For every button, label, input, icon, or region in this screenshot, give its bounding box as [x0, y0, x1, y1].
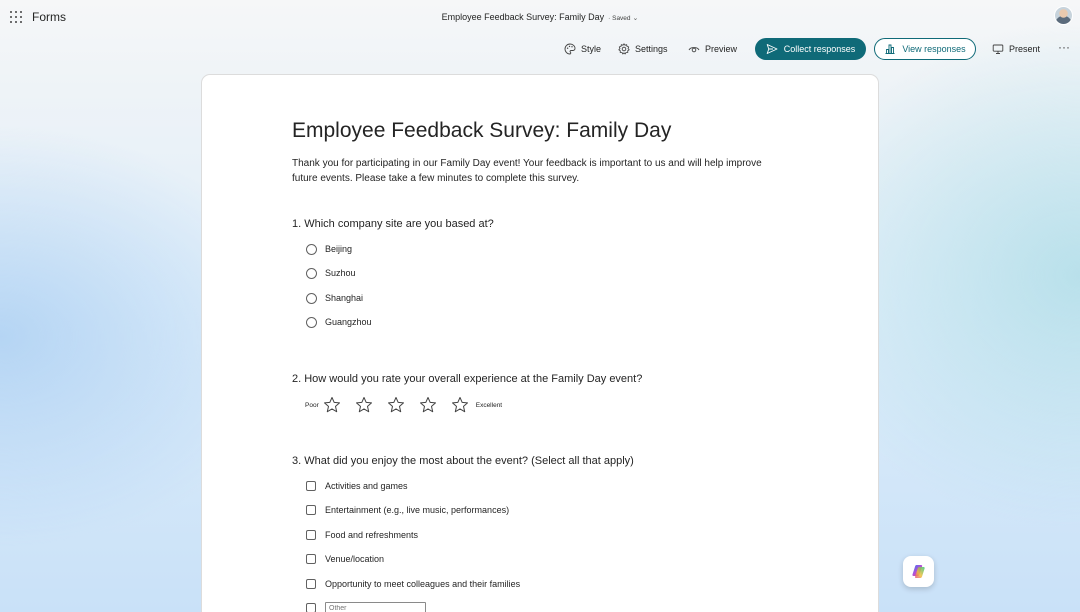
chevron-down-icon[interactable]: ⌄	[632, 15, 639, 22]
radio-option[interactable]	[306, 266, 356, 280]
checkbox-option[interactable]	[306, 479, 408, 493]
send-icon	[766, 43, 778, 55]
settings-label: Settings	[635, 44, 668, 54]
checkbox-option[interactable]	[306, 577, 520, 591]
preview-icon	[688, 43, 700, 55]
star-icon[interactable]	[323, 396, 341, 414]
collect-responses-button[interactable]	[755, 38, 866, 60]
present-button[interactable]	[992, 38, 1040, 60]
option-label: Food and refreshments	[325, 530, 419, 540]
option-label: Venue/location	[325, 554, 385, 564]
checkbox-option[interactable]	[306, 552, 384, 566]
checkbox-option[interactable]	[306, 503, 509, 517]
radio-option[interactable]	[306, 291, 363, 305]
option-label: Guangzhou	[325, 317, 372, 327]
star-icon[interactable]	[387, 396, 405, 414]
option-label: Suzhou	[325, 268, 356, 278]
preview-button[interactable]	[688, 38, 737, 60]
radio-button[interactable]	[306, 293, 317, 304]
radio-option[interactable]	[306, 242, 352, 256]
style-button[interactable]	[564, 38, 601, 60]
option-label: Entertainment (e.g., live music, performances)	[325, 505, 510, 515]
chart-icon	[884, 43, 896, 55]
form-description[interactable]: Thank you for participating in our Family Day event! Your feedback is important to us and will help improve future events. Please take a few minutes to complete this survey.	[292, 158, 762, 184]
star-icon[interactable]	[355, 396, 373, 414]
radio-button[interactable]	[306, 268, 317, 279]
app-name[interactable]: Forms	[32, 10, 66, 24]
other-input[interactable]	[325, 602, 426, 612]
document-title[interactable]	[0, 12, 1080, 22]
view-responses-button[interactable]	[874, 38, 976, 60]
star-icon[interactable]	[451, 396, 469, 414]
form-card	[201, 74, 879, 612]
radio-button[interactable]	[306, 317, 317, 328]
style-label: Style	[581, 44, 602, 54]
copilot-button[interactable]	[903, 556, 934, 587]
rating-low-label: Poor	[305, 401, 319, 409]
star-icon[interactable]	[419, 396, 437, 414]
checkbox[interactable]	[306, 554, 316, 564]
question-3-title[interactable]: 3. What did you enjoy the most about the event? (Select all that apply)	[292, 455, 634, 467]
checkbox[interactable]	[306, 579, 316, 589]
rating-high-label: Excellent	[475, 401, 503, 409]
checkbox[interactable]	[306, 530, 316, 540]
collect-responses-label: Collect responses	[783, 44, 856, 54]
present-label: Present	[1009, 44, 1041, 54]
question-2-title[interactable]: 2. How would you rate your overall experience at the Family Day event?	[292, 373, 643, 385]
checkbox-option[interactable]	[306, 528, 418, 542]
checkbox-option-other[interactable]	[306, 601, 426, 612]
save-status: · Saved	[608, 15, 631, 22]
view-responses-label: View responses	[902, 44, 966, 54]
option-label: Beijing	[325, 244, 353, 254]
form-title[interactable]: Employee Feedback Survey: Family Day	[292, 119, 672, 142]
radio-button[interactable]	[306, 244, 317, 255]
present-icon	[992, 43, 1004, 55]
option-label: Shanghai	[325, 293, 364, 303]
more-options-icon[interactable]: ···	[1058, 40, 1070, 54]
avatar[interactable]	[1054, 6, 1073, 25]
settings-icon	[618, 43, 630, 55]
option-label: Opportunity to meet colleagues and their families	[325, 579, 521, 589]
radio-option[interactable]	[306, 315, 372, 329]
style-icon	[564, 43, 576, 55]
checkbox[interactable]	[306, 481, 316, 491]
preview-label: Preview	[705, 44, 738, 54]
top-bar	[0, 0, 1080, 34]
document-title-text[interactable]: Employee Feedback Survey: Family Day	[441, 12, 605, 22]
checkbox[interactable]	[306, 603, 316, 612]
checkbox[interactable]	[306, 505, 316, 515]
question-1-title[interactable]: 1. Which company site are you based at?	[292, 218, 494, 230]
star-rating	[305, 395, 502, 415]
copilot-icon	[910, 563, 927, 580]
settings-button[interactable]	[618, 38, 668, 60]
option-label: Activities and games	[325, 481, 408, 491]
